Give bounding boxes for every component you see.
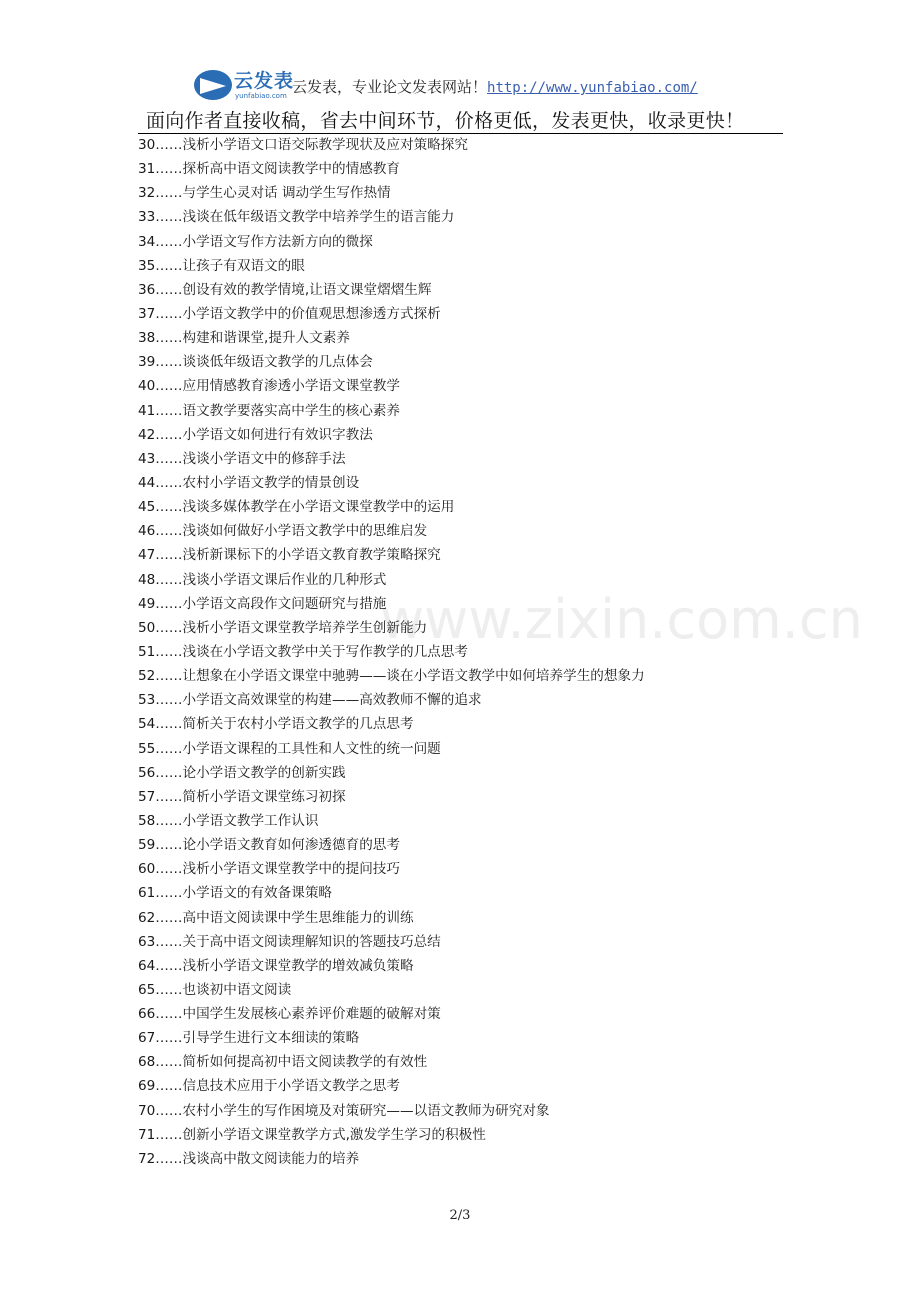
header-slogan bbox=[292, 76, 698, 97]
list-item: 67……引导学生进行文本细读的策略 bbox=[138, 1030, 360, 1047]
list-item: 52……让想象在小学语文课堂中驰骋——谈在小学语文教学中如何培养学生的想象力 bbox=[138, 668, 645, 685]
list-item: 65……也谈初中语文阅读 bbox=[138, 981, 292, 998]
list-item: 36……创设有效的教学情境,让语文课堂熠熠生辉 bbox=[138, 281, 432, 298]
list-item: 69……信息技术应用于小学语文教学之思考 bbox=[138, 1078, 400, 1095]
list-item: 55……小学语文课程的工具性和人文性的统一问题 bbox=[138, 740, 441, 757]
list-item: 57……简析小学语文课堂练习初探 bbox=[138, 788, 346, 805]
list-item: 44……农村小学语文教学的情景创设 bbox=[138, 474, 360, 491]
list-item: 56……论小学语文教学的创新实践 bbox=[138, 764, 346, 781]
list-item: 63……关于高中语文阅读理解知识的答题技巧总结 bbox=[138, 933, 441, 950]
list-item: 31……探析高中语文阅读教学中的情感教育 bbox=[138, 161, 400, 178]
list-item: 40……应用情感教育渗透小学语文课堂教学 bbox=[138, 378, 400, 395]
yunfabiao-logo[interactable] bbox=[194, 68, 295, 104]
list-item: 45……浅谈多媒体教学在小学语文课堂教学中的运用 bbox=[138, 499, 455, 516]
watermark: www.zixin.com.cn bbox=[380, 588, 863, 651]
list-item: 46……浅谈如何做好小学语文教学中的思维启发 bbox=[138, 523, 428, 540]
list-item: 54……简析关于农村小学语文教学的几点思考 bbox=[138, 716, 414, 733]
page-header bbox=[0, 0, 920, 134]
list-item: 48……浅谈小学语文课后作业的几种形式 bbox=[138, 571, 387, 588]
slogan-text: 云发表，专业论文发表网站！ bbox=[292, 78, 488, 96]
article-title-list bbox=[138, 133, 778, 1171]
list-item: 47……浅析新课标下的小学语文教育教学策略探究 bbox=[138, 547, 441, 564]
list-item: 60……浅析小学语文课堂教学中的提问技巧 bbox=[138, 861, 400, 878]
list-item: 58……小学语文教学工作认识 bbox=[138, 812, 319, 829]
list-item: 30……浅析小学语文口语交际教学现状及应对策略探究 bbox=[138, 137, 468, 153]
list-item: 66……中国学生发展核心素养评价难题的破解对策 bbox=[138, 1006, 441, 1023]
logo-domain: yunfabiao.com bbox=[235, 92, 287, 100]
list-item: 42……小学语文如何进行有效识字教法 bbox=[138, 426, 373, 443]
list-item: 49……小学语文高段作文问题研究与措施 bbox=[138, 595, 387, 612]
list-item: 35……让孩子有双语文的眼 bbox=[138, 257, 305, 274]
list-item: 34……小学语文写作方法新方向的微探 bbox=[138, 233, 373, 250]
list-item: 71……创新小学语文课堂教学方式,激发学生学习的积极性 bbox=[138, 1126, 486, 1143]
page-number: 2/3 bbox=[449, 1208, 471, 1223]
list-item: 62……高中语文阅读课中学生思维能力的训练 bbox=[138, 909, 414, 926]
list-item: 51……浅谈在小学语文教学中关于写作教学的几点思考 bbox=[138, 643, 468, 660]
list-item: 72……浅谈高中散文阅读能力的培养 bbox=[138, 1150, 360, 1167]
list-item: 33……浅谈在低年级语文教学中培养学生的语言能力 bbox=[138, 209, 455, 226]
list-item: 38……构建和谐课堂,提升人文素养 bbox=[138, 330, 350, 347]
list-item: 59……论小学语文教育如何渗透德育的思考 bbox=[138, 837, 400, 854]
list-item: 68……简析如何提高初中语文阅读教学的有效性 bbox=[138, 1054, 428, 1071]
list-item: 43……浅谈小学语文中的修辞手法 bbox=[138, 450, 346, 467]
list-item: 64……浅析小学语文课堂教学的增效减负策略 bbox=[138, 957, 414, 974]
list-item: 32……与学生心灵对话 调动学生写作热情 bbox=[138, 185, 391, 202]
logo-text: 云发表 bbox=[234, 70, 295, 92]
list-item: 70……农村小学生的写作困境及对策研究——以语文教师为研究对象 bbox=[138, 1102, 550, 1119]
list-item: 39……谈谈低年级语文教学的几点体会 bbox=[138, 354, 373, 371]
header-tagline: 面向作者直接收稿，省去中间环节，价格更低，发表更快，收录更快！ bbox=[146, 110, 745, 132]
list-item: 61……小学语文的有效备课策略 bbox=[138, 885, 333, 902]
list-item: 41……语文教学要落实高中学生的核心素养 bbox=[138, 402, 400, 419]
list-item: 37……小学语文教学中的价值观思想渗透方式探析 bbox=[138, 305, 441, 322]
list-item: 53……小学语文高效课堂的构建——高效教师不懈的追求 bbox=[138, 692, 482, 709]
logo-plane-icon bbox=[194, 70, 232, 100]
site-link[interactable]: http://www.yunfabiao.com/ bbox=[487, 80, 698, 96]
list-item: 50……浅析小学语文课堂教学培养学生创新能力 bbox=[138, 619, 428, 636]
